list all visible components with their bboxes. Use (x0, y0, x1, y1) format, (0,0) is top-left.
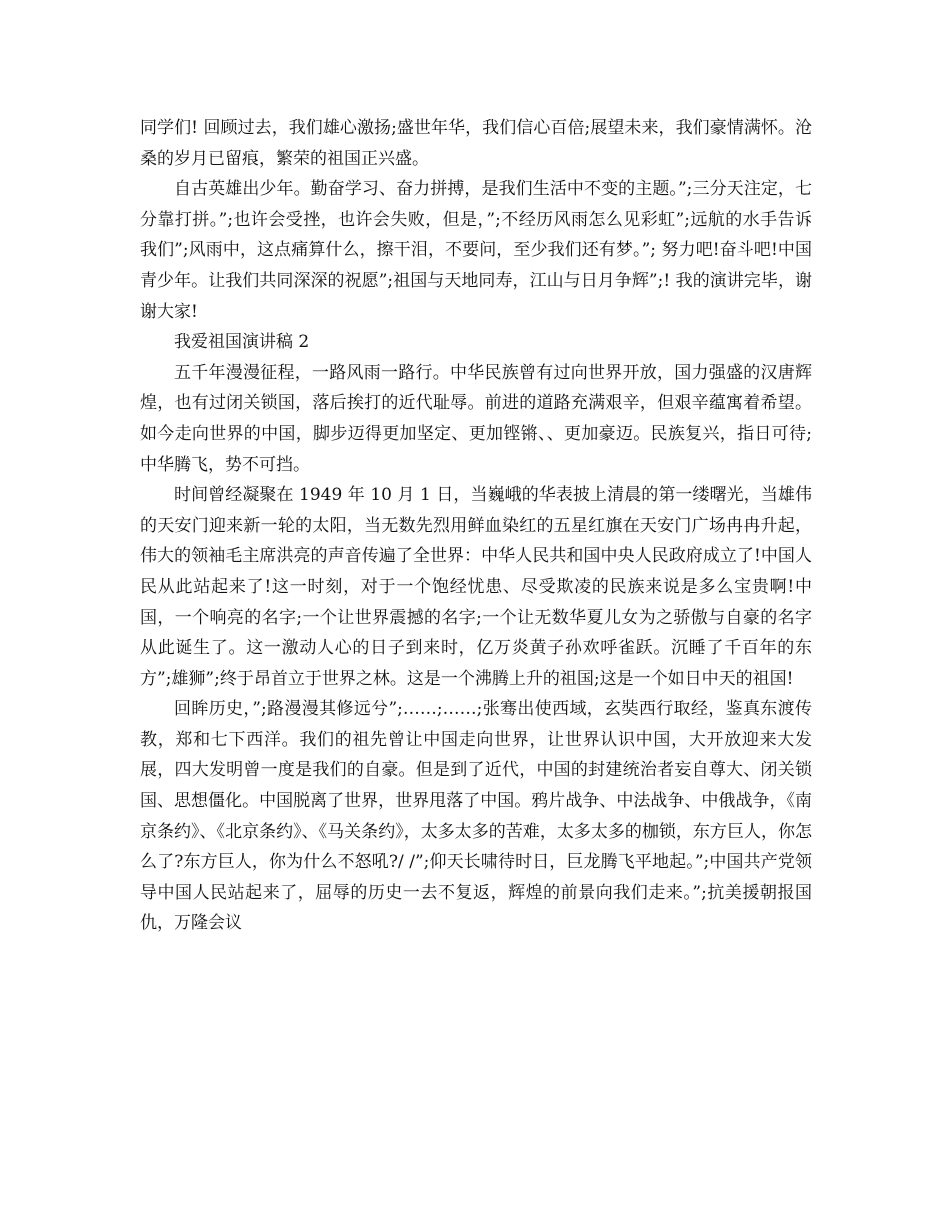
paragraph-closing: 自古英雄出少年。勤奋学习、奋力拼搏，是我们生活中不变的主题。”;三分天注定，七分靠打拼。”;也许会受挫，也许会失败，但是，”;不经历风雨怎么见彩虹”;远航的水手告诉我们”;风雨中，这点痛算什么，擦干泪，不要问，至少我们还有梦。”; 努力吧!奋斗吧!中国青少年。让我们共同深深的祝愿”;祖国与天地同寿，江山与日月争辉”;! 我的演讲完毕，谢谢大家! (140, 179, 812, 322)
paragraph-section-2: 时间曾经凝聚在 1949 年 10 月 1 日，当巍峨的华表披上清晨的第一缕曙光，当雄伟的天安门迎来新一轮的太阳，当无数先烈用鲜血染红的五星红旗在天安门广场冉冉升起，伟大的领袖毛主席洪亮的声音传遍了全世界：中华人民共和国中央人民政府成立了!中国人民从此站起来了!这一时刻，对于一个饱经忧患、尽受欺凌的民族来说是多么宝贵啊!中国，一个响亮的名字;一个让世界震撼的名字;一个让无数华夏儿女为之骄傲与自豪的名字从此诞生了。这一激动人心的日子到来时，亿万炎黄子孙欢呼雀跃。沉睡了千百年的东方”;雄狮”;终于昂首立于世界之林。这是一个沸腾上升的祖国;这是一个如日中天的祖国! (140, 485, 812, 689)
paragraph-section-1: 五千年漫漫征程，一路风雨一路行。中华民族曾有过向世界开放，国力强盛的汉唐辉煌，也有过闭关锁国，落后挨打的近代耻辱。前进的道路充满艰辛，但艰辛蕴寓着希望。如今走向世界的中国，脚步迈得更加坚定、更加铿锵、、更加豪迈。民族复兴，指日可待;中华腾飞，势不可挡。 (140, 362, 812, 475)
paragraph-intro: 同学们! 回顾过去，我们雄心激扬;盛世年华，我们信心百倍;展望未来，我们豪情满怀。沧桑的岁月已留痕，繁荣的祖国正兴盛。 (140, 118, 812, 169)
section-title: 我爱祖国演讲稿 2 (174, 332, 310, 353)
document-body (140, 113, 812, 939)
paragraph-section-3: 回眸历史，”;路漫漫其修远兮”;……;……;张骞出使西域，玄奘西行取经，鉴真东渡传教，郑和七下西洋。我们的祖先曾让中国走向世界，让世界认识中国，大开放迎来大发展，四大发明曾一度是我们的自豪。但是到了近代，中国的封建统治者妄自尊大、闭关锁国、思想僵化。中国脱离了世界，世界甩落了中国。鸦片战争、中法战争、中俄战争，《南京条约》、《北京条约》、《马关条约》，太多太多的苦难，太多太多的枷锁，东方巨人，你怎么了?东方巨人，你为什么不怒吼?/ /”;仰天长啸待时日，巨龙腾飞平地起。”;中国共产党领导中国人民站起来了，屈辱的历史一去不复返，辉煌的前景向我们走来。”;抗美援朝报国仇，万隆会议 (140, 699, 812, 934)
